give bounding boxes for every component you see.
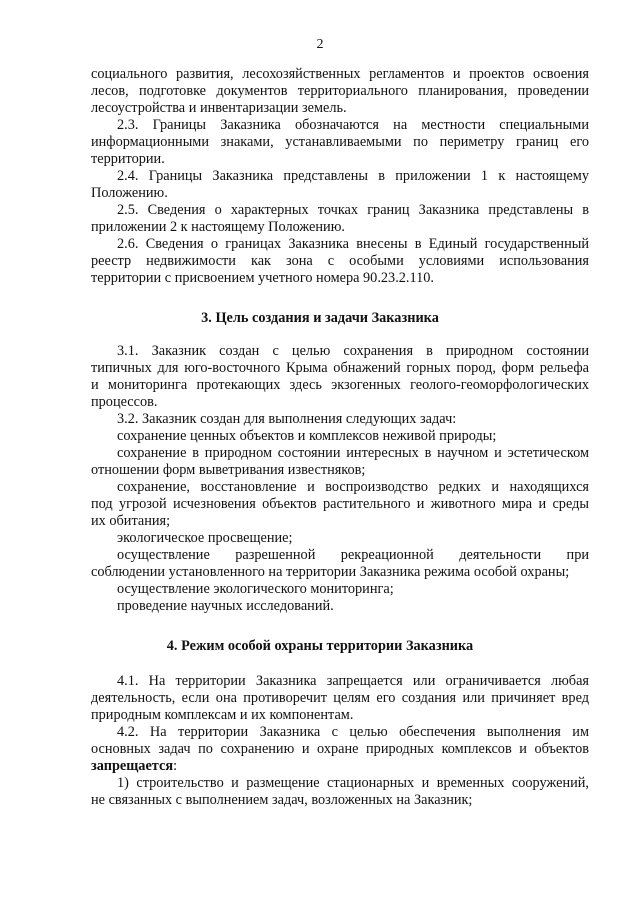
section-4-heading: 4. Режим особой охраны территории Заказника <box>166 638 474 654</box>
paragraph-line: Положению. <box>91 185 168 201</box>
paragraph-line: лесоустройства и инвентаризации земель. <box>91 100 347 116</box>
clause-3-1: 3.1. Заказник создан с целью сохранения в природном состоянии <box>117 343 589 359</box>
paragraph-line: информационными знаками, устанавливаемыми по периметру границ его <box>91 134 589 150</box>
paragraph-line: основных задач по сохранению и охране природных комплексов и объектов <box>91 741 589 757</box>
paragraph-line: социального развития, лесохозяйственных регламентов и проектов освоения <box>91 66 589 82</box>
task-item: сохранение ценных объектов и комплексов неживой природы; <box>117 428 497 444</box>
page-number: 2 <box>316 37 324 52</box>
paragraph-line: деятельность, если она противоречит целям его создания или причиняет вред <box>91 690 589 706</box>
paragraph-line: приложении 2 к настоящему Положению. <box>91 219 345 235</box>
paragraph-line: природным комплексам и их компонентам. <box>91 707 354 723</box>
prohibited-keyword: запрещается <box>91 758 174 774</box>
clause-2-3: 2.3. Границы Заказника обозначаются на местности специальными <box>117 117 589 133</box>
colon: : <box>173 758 178 774</box>
paragraph-line: реестр недвижимости как зона с особыми условиями использования <box>91 253 589 269</box>
clause-2-5: 2.5. Сведения о характерных точках границ Заказника представлены в <box>117 202 589 218</box>
clause-4-2: 4.2. На территории Заказника с целью обеспечения выполнения им <box>117 724 589 740</box>
section-4-body <box>91 673 589 809</box>
paragraph-line: территории с присвоением учетного номера 90.23.2.110. <box>91 270 434 286</box>
paragraph-line: не связанных с выполнением задач, возложенных на Заказник; <box>91 792 473 808</box>
task-item: проведение научных исследований. <box>117 598 334 614</box>
section-3-heading: 3. Цель создания и задачи Заказника <box>201 310 439 326</box>
task-item: осуществление экологического мониторинга; <box>117 581 394 597</box>
paragraph-line: и мониторинга протекающих здесь экзогенных геолого-геоморфологических <box>91 377 589 393</box>
paragraph-line: процессов. <box>91 394 158 410</box>
paragraph-line: под угрозой исчезновения объектов растительного и животного мира и среды <box>91 496 589 512</box>
task-item: экологическое просвещение; <box>117 530 293 546</box>
section-3-body <box>91 343 589 615</box>
paragraph-line: отношении форм выветривания известняков; <box>91 462 366 478</box>
task-item: сохранение в природном состоянии интересных в научном и эстетическом <box>117 445 589 461</box>
clause-2-6: 2.6. Сведения о границах Заказника внесены в Единый государственный <box>117 236 589 252</box>
paragraph-line: территории. <box>91 151 165 167</box>
paragraph-line: типичных для юго-восточного Крыма обнажений горных пород, форм рельефа <box>91 360 589 376</box>
paragraph-line: их обитания; <box>91 513 171 529</box>
paragraph-line: лесов, подготовке документов территориального планирования, проведении <box>91 83 589 99</box>
prohibition-item-1: 1) строительство и размещение стационарных и временных сооружений, <box>117 775 589 791</box>
clause-4-1: 4.1. На территории Заказника запрещается или ограничивается любая <box>117 673 589 689</box>
paragraph-line <box>91 758 589 775</box>
section-2-continuation <box>91 66 589 287</box>
clause-2-4: 2.4. Границы Заказника представлены в приложении 1 к настоящему <box>117 168 589 184</box>
task-item: осуществление разрешенной рекреационной деятельности при <box>117 547 589 563</box>
clause-3-2: 3.2. Заказник создан для выполнения следующих задач: <box>117 411 457 427</box>
task-item: сохранение, восстановление и воспроизводство редких и находящихся <box>117 479 589 495</box>
paragraph-line: соблюдении установленного на территории Заказника режима особой охраны; <box>91 564 570 580</box>
